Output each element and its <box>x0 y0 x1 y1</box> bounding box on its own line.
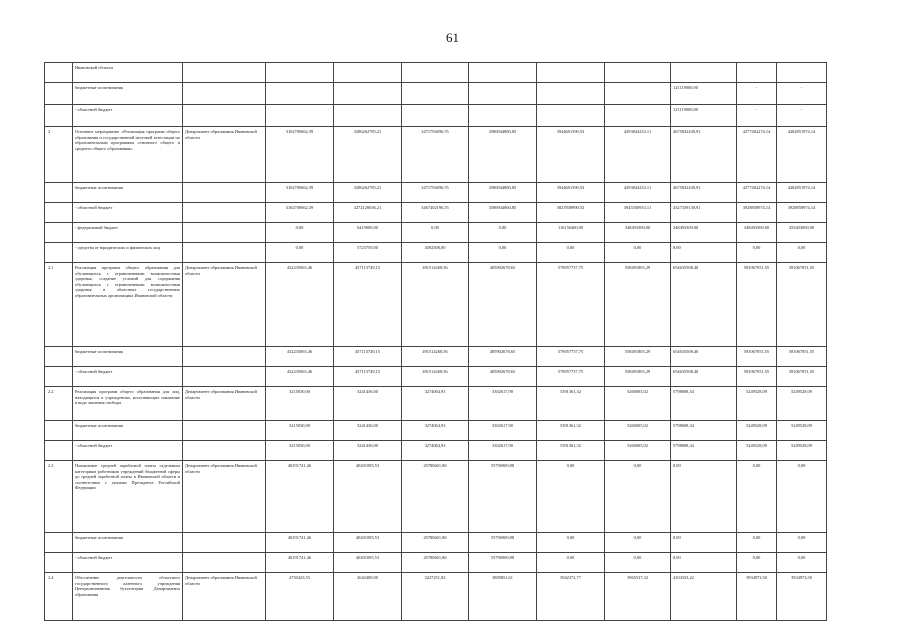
amount-cell: 0,00 <box>402 223 469 243</box>
amount-cell: 3302617,90 <box>469 441 537 461</box>
amount-cell: 5249528,09 <box>777 387 827 421</box>
amount-cell: 5798688,34 <box>671 441 737 461</box>
executor: Департамент образования Ивановской области <box>183 461 266 533</box>
amount-cell: 3215030,00 <box>266 441 334 461</box>
amount-cell: 3944601390,53 <box>537 183 605 203</box>
amount-cell: 40191741,46 <box>266 461 334 533</box>
amount-cell: 485902678,65 <box>469 367 537 387</box>
amount-cell: 4277402274,14 <box>737 127 777 183</box>
amount-cell: 0,00 <box>671 243 737 263</box>
amount-cell: 4675832430,91 <box>671 127 737 183</box>
amount-cell: - <box>777 105 827 127</box>
amount-cell: 5249528,09 <box>777 441 827 461</box>
table-row <box>45 347 827 367</box>
row-index: 2.3 <box>45 461 73 533</box>
activity-name: - федеральный бюджет <box>73 223 183 243</box>
executor <box>183 347 266 367</box>
amount-cell: 4675832430,91 <box>671 183 737 203</box>
executor <box>183 83 266 105</box>
amount-cell: 0,00 <box>671 533 737 553</box>
amount-cell: 3274064,93 <box>402 421 469 441</box>
amount-cell: 3286262785,21 <box>334 127 402 183</box>
amount-cell: 4392500,00 <box>402 243 469 263</box>
executor <box>183 367 266 387</box>
amount-cell: 0,00 <box>737 533 777 553</box>
amount-cell: 581067051,55 <box>737 263 777 347</box>
row-index <box>45 421 73 441</box>
amount-cell: 348493300,00 <box>671 223 737 243</box>
activity-name: бюджетные ассигнования <box>73 533 183 553</box>
amount-cell: 3302617,90 <box>469 387 537 421</box>
row-index <box>45 183 73 203</box>
amount-cell: - <box>777 83 827 105</box>
table-row <box>45 63 827 83</box>
amount-cell: 3241436,00 <box>334 421 402 441</box>
activity-name: Обеспечение деятельности областного государственного казенного учреждения Централизованная бухгалтерия Департамента образования <box>73 573 183 621</box>
amount-cell: 0,00 <box>671 461 737 533</box>
table-row <box>45 421 827 441</box>
amount-cell: 0,00 <box>469 243 537 263</box>
amount-cell: 0,00 <box>777 461 827 533</box>
executor <box>183 223 266 243</box>
amount-cell: 581067051,55 <box>737 367 777 387</box>
amount-cell: 40201095,53 <box>334 461 402 533</box>
amount-cell: 654635508,40 <box>671 347 737 367</box>
amount-cell: 4282851974,14 <box>777 127 827 183</box>
amount-cell: 5391361,32 <box>537 441 605 461</box>
amount-cell: 4293844233,11 <box>605 183 671 203</box>
amount-cell: 0,00 <box>605 461 671 533</box>
table-row <box>45 367 827 387</box>
amount-cell: 45780601,86 <box>402 461 469 533</box>
amount-cell: 3162700662,39 <box>266 127 334 183</box>
amount-cell: 3944601390,53 <box>537 127 605 183</box>
executor <box>183 203 266 223</box>
table-row <box>45 441 827 461</box>
amount-cell: 5249528,09 <box>737 441 777 461</box>
amount-cell: 3241436,00 <box>334 441 402 461</box>
amount-cell: 654635508,40 <box>671 263 737 347</box>
amount-cell: 6419000,00 <box>334 223 402 243</box>
row-index: 2.1 <box>45 263 73 347</box>
amount-cell <box>469 63 537 83</box>
amount-cell: 4277402274,14 <box>737 183 777 203</box>
amount-cell: 3945350933,11 <box>605 203 671 223</box>
executor <box>183 243 266 263</box>
row-index <box>45 203 73 223</box>
amount-cell: 558491805,29 <box>605 367 671 387</box>
table-row <box>45 243 827 263</box>
amount-cell: 3471794696,55 <box>402 127 469 183</box>
amount-cell: 558491805,29 <box>605 347 671 367</box>
amount-cell <box>537 83 605 105</box>
amount-cell: 3471794696,55 <box>402 183 469 203</box>
table-row <box>45 461 827 533</box>
amount-cell: 3586944860,85 <box>469 183 537 203</box>
executor <box>183 533 266 553</box>
amount-cell: 3272120036,21 <box>334 203 402 223</box>
executor <box>183 63 266 83</box>
executor: Департамент образования Ивановской области <box>183 573 266 621</box>
activity-name: - областной бюджет <box>73 105 183 127</box>
table-row <box>45 533 827 553</box>
amount-cell <box>671 63 737 83</box>
amount-cell: 485902678,65 <box>469 347 537 367</box>
table-row <box>45 83 827 105</box>
row-index <box>45 441 73 461</box>
executor: Департамент образования Ивановской области <box>183 263 266 347</box>
row-index <box>45 83 73 105</box>
amount-cell: 5391361,32 <box>537 387 605 421</box>
amount-cell <box>469 83 537 105</box>
amount-cell: 2750423,55 <box>266 573 334 621</box>
row-index: 2.2 <box>45 387 73 421</box>
row-index <box>45 367 73 387</box>
amount-cell: 4327339130,91 <box>671 203 737 223</box>
amount-cell: - <box>737 105 777 127</box>
table-row <box>45 203 827 223</box>
amount-cell: 654635508,40 <box>671 367 737 387</box>
amount-cell: 3934973,50 <box>777 573 827 621</box>
amount-cell: 3809851,61 <box>469 573 537 621</box>
amount-cell: 2642400,00 <box>334 573 402 621</box>
amount-cell: 432235065,46 <box>266 367 334 387</box>
amount-cell: 3227251,82 <box>402 573 469 621</box>
amount-cell: 5249528,09 <box>737 387 777 421</box>
amount-cell <box>402 105 469 127</box>
amount-cell <box>402 83 469 105</box>
activity-name: - средства от юридических и физических лиц <box>73 243 183 263</box>
amount-cell: 55796969,88 <box>469 553 537 573</box>
activity-name: бюджетные ассигнования <box>73 347 183 367</box>
amount-cell <box>605 105 671 127</box>
amount-cell: 0,00 <box>605 553 671 573</box>
row-index <box>45 553 73 573</box>
amount-cell: 0,00 <box>777 553 827 573</box>
amount-cell: 5260005,02 <box>605 441 671 461</box>
amount-cell: 0,00 <box>605 533 671 553</box>
amount-cell: 457113749,15 <box>334 367 402 387</box>
amount-cell: 353403000,00 <box>777 223 827 243</box>
activity-name: бюджетные ассигнования <box>73 83 183 105</box>
amount-cell: 0,00 <box>671 553 737 573</box>
amount-cell: 491514268,56 <box>402 263 469 347</box>
amount-cell: 0,00 <box>537 461 605 533</box>
amount-cell: 4282851974,14 <box>777 183 827 203</box>
amount-cell: 432235065,46 <box>266 347 334 367</box>
row-index <box>45 223 73 243</box>
amount-cell: 0,00 <box>777 533 827 553</box>
amount-cell: 3286262785,21 <box>334 183 402 203</box>
amount-cell: 579057737,75 <box>537 263 605 347</box>
row-index <box>45 243 73 263</box>
amount-cell: 3162700662,39 <box>266 183 334 203</box>
amount-cell: 121119000,00 <box>671 105 737 127</box>
amount-cell: 0,00 <box>469 223 537 243</box>
table-row <box>45 223 827 243</box>
amount-cell: 5260005,02 <box>605 387 671 421</box>
table-row <box>45 387 827 421</box>
amount-cell: 5391361,32 <box>537 421 605 441</box>
amount-cell: 0,00 <box>537 243 605 263</box>
amount-cell <box>266 83 334 105</box>
amount-cell: 485902678,65 <box>469 263 537 347</box>
amount-cell: 457113749,15 <box>334 263 402 347</box>
amount-cell: 0,00 <box>605 243 671 263</box>
page-number: 61 <box>446 30 459 45</box>
amount-cell: 116156400,00 <box>537 223 605 243</box>
amount-cell <box>605 83 671 105</box>
row-index <box>45 105 73 127</box>
amount-cell: 491514268,56 <box>402 347 469 367</box>
amount-cell: 4293844233,11 <box>605 127 671 183</box>
amount-cell: 348493300,00 <box>737 223 777 243</box>
amount-cell: 0,00 <box>266 223 334 243</box>
row-index: 2.4 <box>45 573 73 621</box>
amount-cell: 5798688,34 <box>671 387 737 421</box>
amount-cell: 121119000,00 <box>671 83 737 105</box>
activity-name: Реализация программ общего образования для обучающихся с ограниченными возможностями здоровья, создание условий для содержания обучающихся с ограниченными возможностями здоровья в областных государственных образовательных организациях Ивановской области <box>73 263 183 347</box>
amount-cell: 3928858974,14 <box>777 203 827 223</box>
amount-cell: 579057737,75 <box>537 347 605 367</box>
amount-cell: 55796969,88 <box>469 461 537 533</box>
amount-cell: 55796969,88 <box>469 533 537 553</box>
executor <box>183 421 266 441</box>
amount-cell: 40191741,46 <box>266 533 334 553</box>
activity-name: - областной бюджет <box>73 553 183 573</box>
amount-cell <box>777 63 827 83</box>
executor: Департамент образования Ивановской области <box>183 387 266 421</box>
amount-cell: 4104333,22 <box>671 573 737 621</box>
amount-cell <box>537 63 605 83</box>
amount-cell: 0,00 <box>737 461 777 533</box>
amount-cell: 3942372,77 <box>537 573 605 621</box>
executor <box>183 183 266 203</box>
amount-cell: 5723750,00 <box>334 243 402 263</box>
amount-cell <box>469 105 537 127</box>
amount-cell: 40201095,53 <box>334 553 402 573</box>
amount-cell: 3274064,93 <box>402 387 469 421</box>
amount-cell: 581067051,55 <box>777 367 827 387</box>
amount-cell: 457113749,15 <box>334 347 402 367</box>
amount-cell: 579057737,75 <box>537 367 605 387</box>
amount-cell <box>266 105 334 127</box>
amount-cell: 5249528,09 <box>737 421 777 441</box>
amount-cell: 348493300,00 <box>605 223 671 243</box>
amount-cell: 3586944860,85 <box>469 127 537 183</box>
executor <box>183 553 266 573</box>
amount-cell: 3241436,00 <box>334 387 402 421</box>
amount-cell: 0,00 <box>266 243 334 263</box>
table-row <box>45 105 827 127</box>
amount-cell: 0,00 <box>537 553 605 573</box>
row-index <box>45 63 73 83</box>
activity-name: бюджетные ассигнования <box>73 183 183 203</box>
amount-cell: 0,00 <box>777 243 827 263</box>
amount-cell: 3586944860,85 <box>469 203 537 223</box>
amount-cell: 45780601,86 <box>402 553 469 573</box>
executor <box>183 105 266 127</box>
amount-cell: 581067051,55 <box>777 347 827 367</box>
amount-cell: 0,00 <box>737 243 777 263</box>
table-row <box>45 183 827 203</box>
activity-name: Ивановской области <box>73 63 183 83</box>
amount-cell: 3215030,00 <box>266 421 334 441</box>
executor <box>183 441 266 461</box>
table-row <box>45 263 827 347</box>
activity-name: - областной бюджет <box>73 203 183 223</box>
activity-name: - областной бюджет <box>73 367 183 387</box>
amount-cell <box>334 105 402 127</box>
amount-cell <box>334 83 402 105</box>
amount-cell <box>605 63 671 83</box>
amount-cell: 3302617,90 <box>469 421 537 441</box>
activity-name: Основное мероприятие «Реализация программ общего образования и государственной итоговой аттестации по образовательным программам основного общего и среднего общего образования» <box>73 127 183 183</box>
amount-cell: 3928858974,14 <box>737 203 777 223</box>
activity-name: Реализация программ общего образования для лиц, находящихся в учреждениях, исполняющих наказание в виде лишения свободы <box>73 387 183 421</box>
table-row <box>45 127 827 183</box>
amount-cell <box>537 105 605 127</box>
row-index <box>45 533 73 553</box>
amount-cell: 3934973,50 <box>737 573 777 621</box>
activity-name: Повышение средней заработной платы отдельным категориям работников учреждений бюджетной сферы до средней заработной платы в Ивановской области в соответствии с указами Президента Российской Федерации <box>73 461 183 533</box>
amount-cell: 558491805,29 <box>605 263 671 347</box>
amount-cell: 581067051,55 <box>737 347 777 367</box>
activity-name: - областной бюджет <box>73 441 183 461</box>
amount-cell: 3215030,00 <box>266 387 334 421</box>
amount-cell: 3274064,93 <box>402 441 469 461</box>
amount-cell: 0,00 <box>737 553 777 573</box>
amount-cell: 3467402196,55 <box>402 203 469 223</box>
amount-cell <box>737 63 777 83</box>
activity-name: бюджетные ассигнования <box>73 421 183 441</box>
row-index: 2 <box>45 127 73 183</box>
amount-cell: 40191741,46 <box>266 553 334 573</box>
amount-cell: 5798688,34 <box>671 421 737 441</box>
amount-cell <box>266 63 334 83</box>
amount-cell: 3162700662,39 <box>266 203 334 223</box>
amount-cell: 581067051,55 <box>777 263 827 347</box>
amount-cell: 491514268,56 <box>402 367 469 387</box>
amount-cell: 3965537,32 <box>605 573 671 621</box>
amount-cell: 40201095,53 <box>334 533 402 553</box>
amount-cell: 45780601,86 <box>402 533 469 553</box>
table-row <box>45 573 827 621</box>
amount-cell <box>402 63 469 83</box>
budget-table <box>44 62 827 621</box>
amount-cell: 3827838990,53 <box>537 203 605 223</box>
amount-cell <box>334 63 402 83</box>
row-index <box>45 347 73 367</box>
executor: Департамент образования Ивановской области <box>183 127 266 183</box>
amount-cell: 5260005,02 <box>605 421 671 441</box>
amount-cell: 432235065,46 <box>266 263 334 347</box>
table-row <box>45 553 827 573</box>
amount-cell: - <box>737 83 777 105</box>
amount-cell: 5249528,09 <box>777 421 827 441</box>
amount-cell: 0,00 <box>537 533 605 553</box>
